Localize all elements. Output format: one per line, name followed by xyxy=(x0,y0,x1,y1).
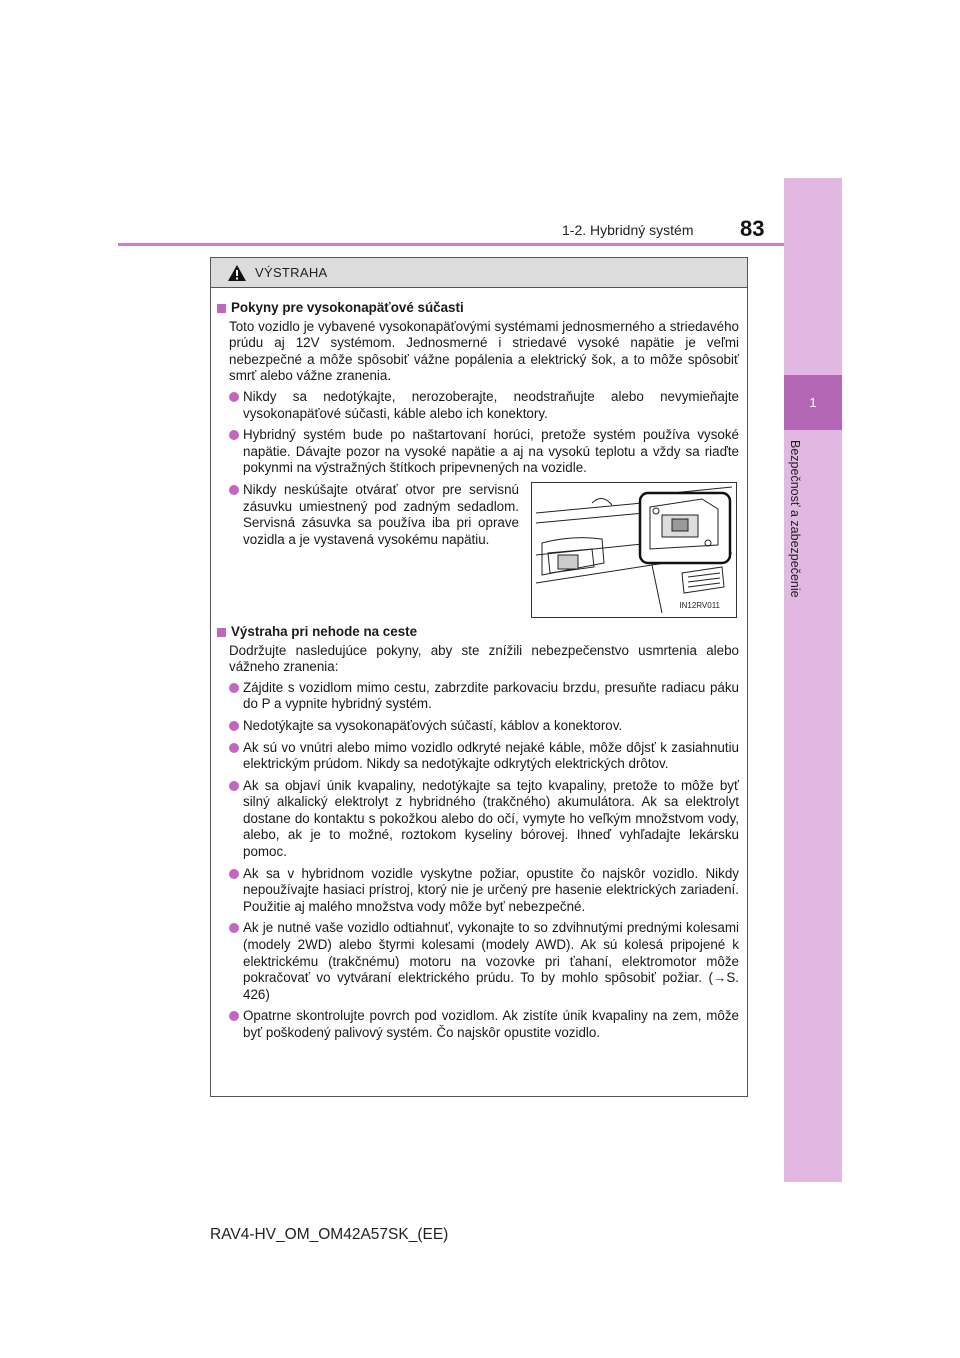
chapter-tab-strip xyxy=(784,178,842,1182)
round-bullet-icon xyxy=(229,721,239,731)
round-bullet-icon xyxy=(229,683,239,693)
service-plug-illustration xyxy=(531,482,737,618)
list-item-text: Ak sa objaví únik kvapaliny, nedotýkajte sa tejto kvapaliny, pretože to môže byť silný alkalický elektrolyt z hybridného (trakčného) akumulátora. Ak sa elektrolyt dostane do kontaktu s pokožkou alebo do očí, vymyte ho veľkým množstvom vody, alebo, ak je to možné, roztokom kyseliny bórovej. Ihneď vyhľadajte lekársku pomoc. xyxy=(243,777,739,860)
warning-body xyxy=(211,288,747,1042)
list-item-text: Zájdite s vozidlom mimo cestu, zabrzdite parkovaciu brzdu, presuňte radiacu páku do P a vypnite hybridný systém. xyxy=(243,679,739,712)
warning-header xyxy=(211,258,747,288)
figure-code: IN12RV011 xyxy=(679,601,720,611)
round-bullet-icon xyxy=(229,923,239,933)
bullet-with-figure xyxy=(217,482,739,622)
list-item xyxy=(229,1008,739,1041)
page-number: 83 xyxy=(740,216,765,241)
round-bullet-icon xyxy=(229,430,239,440)
section-heading-accident xyxy=(217,624,739,641)
list-item xyxy=(229,778,739,861)
list-item-text: Ak sú vo vnútri alebo mimo vozidlo odkryté nejaké káble, môže dôjsť k zasiahnutiu elektrickým prúdom. Nikdy sa nedotýkajte odkrytých elektrických drôtov. xyxy=(243,739,739,772)
section-title: 1-2. Hybridný systém xyxy=(562,222,694,238)
warning-title: VÝSTRAHA xyxy=(255,265,328,280)
list-item xyxy=(229,866,739,916)
section-heading-text: Výstraha pri nehode na ceste xyxy=(231,623,418,639)
chapter-title: Bezpečnosť a zabezpečenie xyxy=(788,440,802,598)
list-item xyxy=(229,680,739,713)
list-item xyxy=(229,718,739,735)
list-item xyxy=(229,920,739,1003)
round-bullet-icon xyxy=(229,485,239,495)
round-bullet-icon xyxy=(229,392,239,402)
list-item-text: Ak sa v hybridnom vozidle vyskytne požiar, opustite čo najskôr vozidlo. Nikdy nepoužívajte hasiaci prístroj, ktorý nie je určený pre hasenie elektrických zariadení. Použitie aj malého množstva vody môže byť nebezpečné. xyxy=(243,865,739,914)
section-heading-text: Pokyny pre vysokonapäťové súčasti xyxy=(231,300,464,315)
section-intro: Dodržujte nasledujúce pokyny, aby ste znížili nebezpečenstvo usmrtenia alebo vážneho zranenia: xyxy=(229,642,739,675)
list-item xyxy=(229,389,739,422)
list-item-text: Opatrne skontrolujte povrch pod vozidlom. Ak zistíte únik kvapaliny na zem, môže byť poškodený palivový systém. Čo najskôr opustite vozidlo. xyxy=(243,1008,739,1040)
round-bullet-icon xyxy=(229,781,239,791)
round-bullet-icon xyxy=(229,743,239,753)
chapter-number: 1 xyxy=(784,375,842,430)
list-item-text: Ak je nutné vaše vozidlo odtiahnuť, vykonajte to so zdvihnutými prednými kolesami (modely 2WD) alebo štyrmi kolesami (modely AWD). Ak sú kolesá pripojené k elektrickému (trakčnému) motoru na vozovke pri ťahaní, elektromotor môže pokračovať vo vytváraní elektrického prúdu. To by mohlo spôsobiť požiar. (→S. 426) xyxy=(243,920,739,1002)
list-item-text: Nedotýkajte sa vysokonapäťových súčastí, káblov a konektorov. xyxy=(243,717,623,733)
header-rule xyxy=(118,243,784,246)
document-code: RAV4-HV_OM_OM42A57SK_(EE) xyxy=(210,1226,449,1243)
warning-triangle-icon xyxy=(227,264,247,282)
list-item-text: Hybridný systém bude po naštartovaní horúci, pretože systém používa vysoké napätie. Dávajte pozor na vysoké napätie a aj na vysokú teplotu a vždy sa riaďte pokynmi na výstražných štítkoch pripevnených na vozidle. xyxy=(243,427,739,476)
round-bullet-icon xyxy=(229,1011,239,1021)
list-item xyxy=(229,427,739,477)
list-item xyxy=(229,482,519,548)
list-item xyxy=(229,740,739,773)
service-plug-drawing xyxy=(532,483,736,617)
list-item-text: Nikdy sa nedotýkajte, nerozoberajte, neodstraňujte alebo nevymieňajte vysokonapäťové súčasti, káble alebo ich konektory. xyxy=(243,388,739,421)
warning-box xyxy=(210,257,748,1097)
square-bullet-icon xyxy=(217,304,226,313)
list-item-text: Nikdy neskúšajte otvárať otvor pre servisnú zásuvku umiestnený pod zadným sedadlom. Servisná zásuvka sa používa iba pri oprave vozidla a je vystavená vysokému napätiu. xyxy=(243,481,519,547)
square-bullet-icon xyxy=(217,628,226,637)
section-intro: Toto vozidlo je vybavené vysokonapäťovými systémami jednosmerného a striedavého prúdu aj 12V systémom. Jednosmerné i striedavé vysoké napätie je veľmi nebezpečné a môže spôsobiť vážne popálenia a elektrický šok, a to môže spôsobiť smrť alebo vážne zranenia. xyxy=(229,318,739,384)
section-heading-high-voltage xyxy=(217,300,739,317)
round-bullet-icon xyxy=(229,869,239,879)
